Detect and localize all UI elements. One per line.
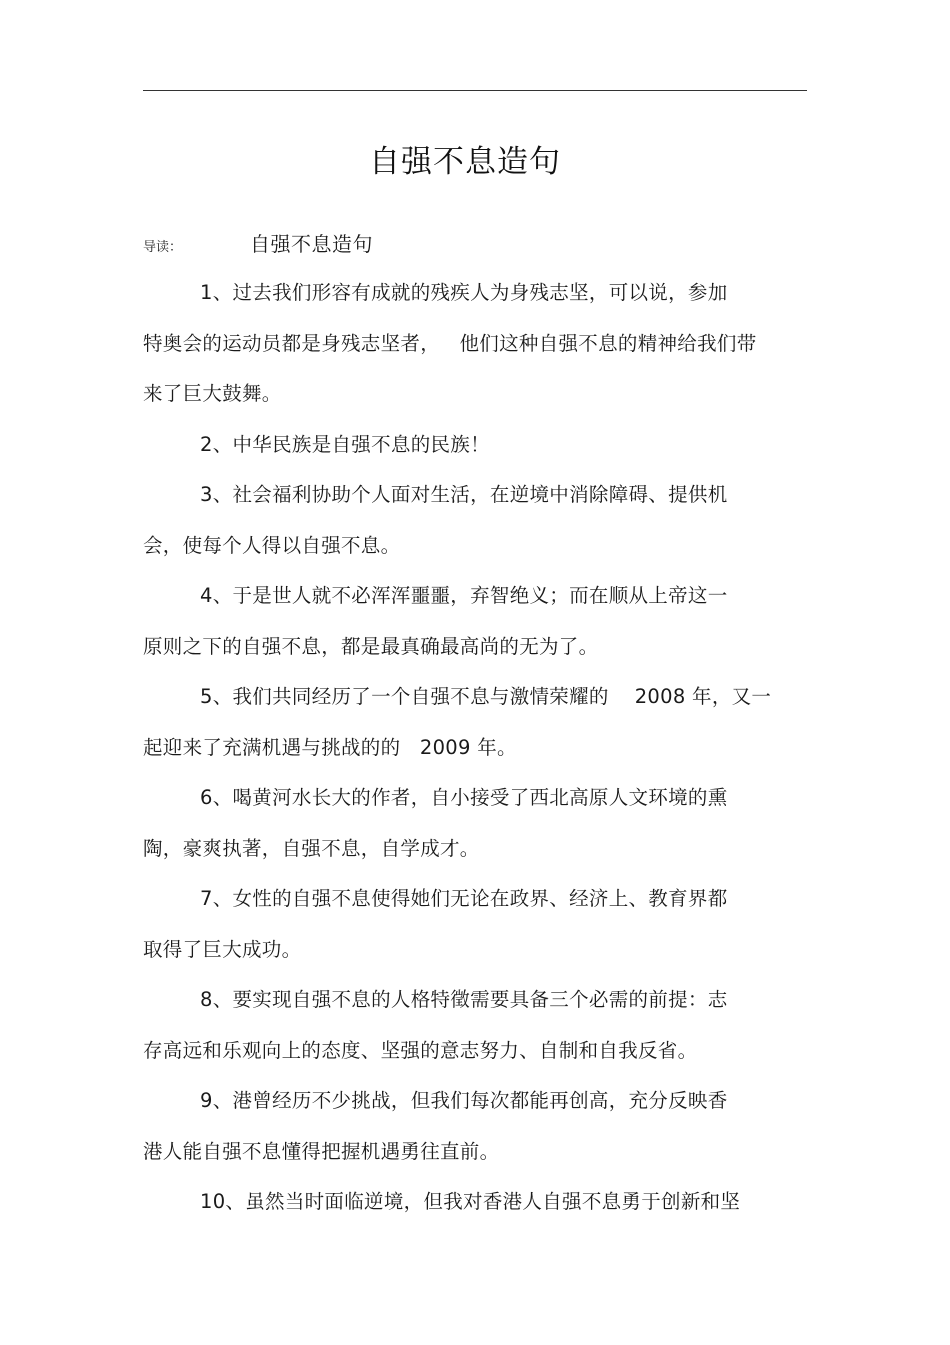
text-line: 3、社会福利协助个人面对生活，在逆境中消除障碍、提供机 bbox=[200, 483, 728, 506]
text-line: 起迎来了充满机遇与挑战的的 2009 年。 bbox=[143, 735, 517, 759]
text-line: 取得了巨大成功。 bbox=[143, 937, 302, 961]
text-line: 会，使每个人得以自强不息。 bbox=[143, 533, 401, 557]
text-line: 9、港曾经历不少挑战，但我们每次都能再创高，充分反映香 bbox=[200, 1089, 728, 1112]
text-line: 8、要实现自强不息的人格特徵需要具备三个必需的前提：志 bbox=[200, 988, 728, 1011]
text-line: 陶，豪爽执著，自强不息，自学成才。 bbox=[143, 836, 480, 860]
text-line: 港人能自强不息懂得把握机遇勇往直前。 bbox=[143, 1139, 500, 1163]
text-line: 10、虽然当时面临逆境，但我对香港人自强不息勇于创新和坚 bbox=[200, 1190, 741, 1213]
header-rule bbox=[143, 90, 807, 91]
text-line: 来了巨大鼓舞。 bbox=[143, 382, 282, 405]
document-title: 自强不息造句 bbox=[369, 144, 561, 180]
text-line: 7、女性的自强不息使得她们无论在政界、经济上、教育界都 bbox=[200, 887, 728, 910]
text-line: 4、于是世人就不必浑浑噩噩，弃智绝义；而在顺从上帝这一 bbox=[200, 584, 728, 607]
text-line: 存高远和乐观向上的态度、坚强的意志努力、自制和自我反省。 bbox=[143, 1038, 698, 1062]
text-line: 2、中华民族是自强不息的民族！ bbox=[200, 432, 490, 456]
text-line: 特奥会的运动员都是身残志坚者， 他们这种自强不息的精神给我们带 bbox=[143, 331, 757, 355]
text-line: 1、过去我们形容有成就的残疾人为身残志坚，可以说，参加 bbox=[200, 281, 728, 304]
lead-label: 导读： bbox=[143, 240, 183, 255]
text-line: 5、我们共同经历了一个自强不息与激情荣耀的 2008 年，又一 bbox=[200, 685, 772, 708]
lead-text: 自强不息造句 bbox=[250, 232, 374, 256]
body-text bbox=[143, 276, 808, 1236]
text-line: 6、喝黄河水长大的作者，自小接受了西北高原人文环境的熏 bbox=[200, 786, 728, 809]
text-line: 原则之下的自强不息，都是最真确最高尚的无为了。 bbox=[143, 634, 599, 658]
lead-section bbox=[143, 228, 373, 260]
